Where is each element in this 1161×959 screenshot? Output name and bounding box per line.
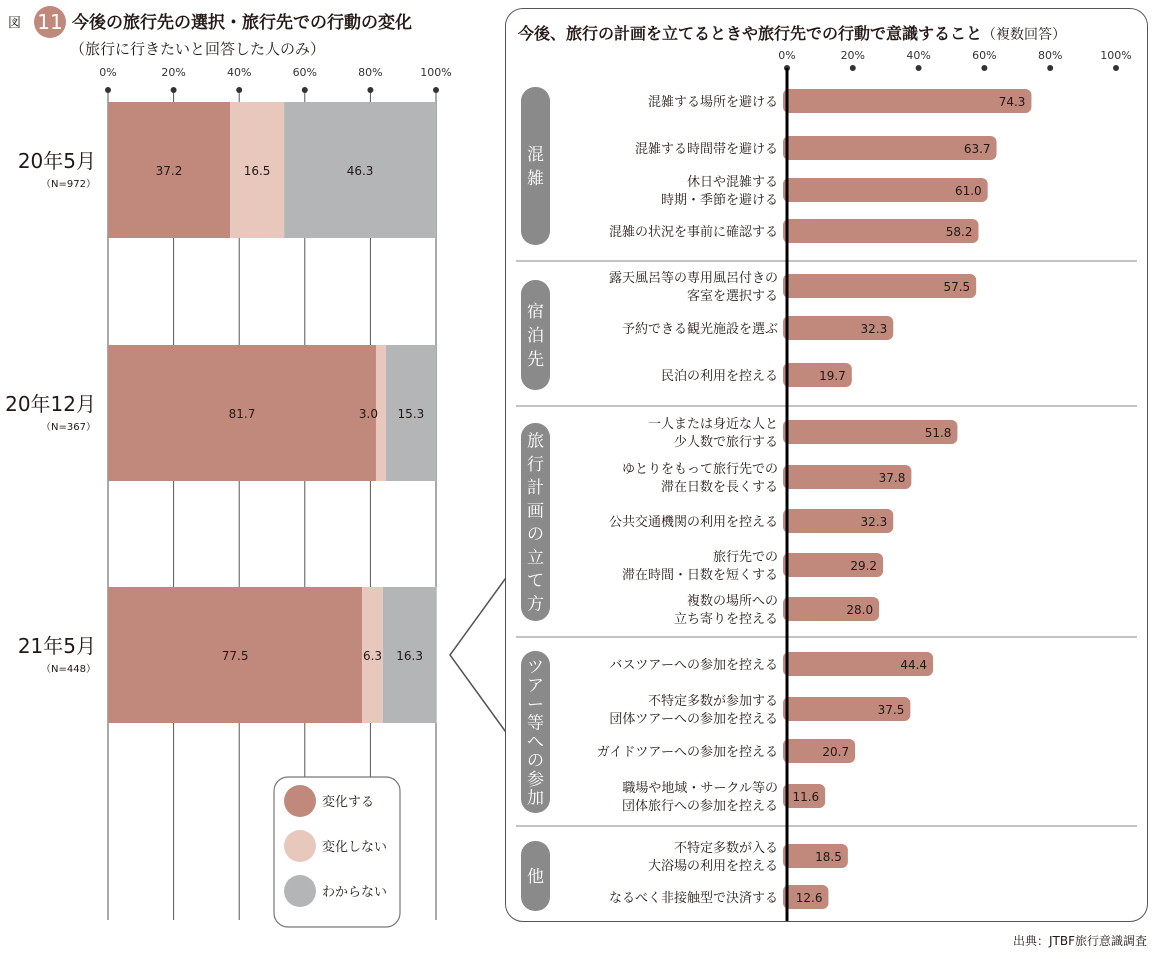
group-label-char: 参 [527,769,544,790]
item-label: 客室を選択する [686,289,778,304]
x-tick-label: 100% [420,66,452,79]
figure-label: 図 [8,16,22,31]
item-label: 予約できる観光施設を選ぶ [621,322,778,337]
item-label: 立ち寄りを控える [673,612,778,627]
data-label: 29.2 [850,559,878,573]
data-label: 16.5 [243,164,271,178]
tick-dot [850,65,856,71]
item-label: 混雑する時間帯を避ける [634,142,778,157]
item-label: ガイドツアーへの参加を控える [596,745,778,760]
category-label: 20年12月 [5,392,96,416]
legend-swatch [284,875,316,907]
tick-dot [433,87,439,93]
tick-dot [236,87,242,93]
item-label: 休日や混雑する [686,175,778,190]
item-label: なるべく非接触型で決済する [608,891,778,906]
data-label: 44.4 [900,658,928,672]
x-tick-label: 20% [161,66,186,79]
data-label: 32.3 [860,515,888,529]
group-label-char: 行 [527,454,544,475]
x-tick-label: 100% [1100,49,1132,62]
item-label: 滞在時間・日数を短くする [621,568,778,583]
x-tick-label: 0% [778,49,796,62]
x-tick-label: 80% [1037,49,1063,62]
x-tick-label: 20% [840,49,866,62]
legend-label: わからない [322,885,388,900]
group-label-char: 泊 [527,326,544,346]
category-n-label: （N=367） [41,422,96,433]
x-tick-label: 0% [99,66,117,79]
item-label: 不特定多数が参加する [647,694,778,709]
legend-swatch [284,830,316,862]
data-label: 57.5 [943,280,971,294]
group-label-char: 雑 [527,169,544,189]
tick-dot [105,87,111,93]
data-label: 37.8 [878,471,906,485]
item-label: 職場や地域・サークル等の [622,781,778,796]
data-label: 11.6 [792,790,820,804]
category-label: 20年5月 [17,149,96,173]
legend-label: 変化する [322,795,375,810]
x-tick-label: 40% [906,49,931,62]
group-label-char: 混 [527,145,544,165]
group-label-char: 方 [527,594,544,615]
data-label: 32.3 [860,322,888,336]
x-tick-label: 40% [226,66,252,79]
behavior-bar-chart [506,9,1147,921]
panel-title-note: （複数回答） [982,27,1067,43]
group-label-char: 旅 [527,431,544,452]
item-label: 時期・季節を避ける [660,193,778,208]
item-label: 混雑の状況を事前に確認する [608,225,778,240]
category-n-label: （N=972） [41,179,96,190]
data-label: 37.2 [155,164,183,178]
tick-dot [1047,65,1053,71]
category-n-label: （N=448） [41,664,96,675]
item-label: バスツアーへの参加を控える [609,658,778,673]
item-label: 大浴場の利用を控える [647,859,778,874]
group-label-char: 画 [527,501,544,522]
group-label-char: ア [527,676,544,697]
group-label-char: の [527,751,544,772]
data-label: 61.0 [954,184,982,198]
tick-dot [1113,65,1119,71]
item-label: 少人数で旅行する [673,435,778,450]
group-label-char: 宿 [527,302,544,322]
data-label: 20.7 [822,745,850,759]
stacked-bar-chart [0,60,480,959]
data-label: 12.6 [795,891,823,905]
item-label: 複数の場所への [686,594,778,609]
data-label: 3.0 [358,407,378,421]
legend-label: 変化しない [322,840,388,855]
tick-dot [302,87,308,93]
data-label: 15.3 [397,407,425,421]
data-label: 77.5 [221,649,249,663]
x-tick-label: 60% [972,49,997,62]
group-pill [521,87,550,245]
data-label: 63.7 [963,142,991,156]
data-label: 46.3 [346,164,374,178]
category-label: 21年5月 [17,634,96,658]
data-label: 18.5 [815,850,842,864]
tick-dot [916,65,922,71]
item-label: 民泊の利用を控える [660,369,778,384]
item-label: 公共交通機関の利用を控える [608,515,778,530]
group-label-char: ツ [527,657,544,678]
group-label-char: 立 [527,547,544,568]
page-title: 今後の旅行先の選択・旅行先での行動の変化 [72,13,412,33]
legend [274,777,400,927]
item-label: 混雑する場所を避ける [647,95,778,110]
data-bar [783,89,1031,113]
data-label: 81.7 [228,407,256,421]
tick-dot [367,87,373,93]
data-label: 28.0 [846,603,874,617]
x-tick-label: 80% [358,66,383,79]
group-pill [521,423,550,621]
item-label: 団体ツアーへの参加を控える [609,712,778,727]
group-label-char: へ [527,732,544,753]
data-label: 6.3 [362,649,383,663]
data-label: 58.2 [945,225,973,239]
group-label-char: の [527,524,544,545]
panel-title [518,21,1066,44]
group-label-char: 他 [527,867,544,887]
group-label-char: 計 [527,478,544,499]
item-label: 不特定多数が入る [673,841,778,856]
source-note: 出典：JTBF旅行意識調査 [1012,934,1147,948]
item-label: 一人または身近な人と [647,417,778,432]
legend-swatch [284,785,316,817]
x-tick-label: 60% [292,66,318,79]
panel-title-text: 今後、旅行の計画を立てるときや旅行先での行動で意識すること [518,24,983,43]
group-label-char: 加 [527,788,544,809]
group-label-char: て [527,571,544,592]
data-label: 16.3 [396,649,423,663]
item-label: 滞在日数を長くする [660,480,778,495]
item-label: ゆとりをもって旅行先での [621,462,778,477]
item-label: 旅行先での [712,550,778,565]
tick-dot [981,65,987,71]
tick-dot [171,87,177,93]
data-label: 74.3 [998,95,1026,109]
page-subtitle: （旅行に行きたいと回答した人のみ） [70,40,326,58]
group-label-char: 等 [527,713,544,734]
item-label: 露天風呂等の専用風呂付きの [608,271,778,286]
figure-number-badge: 11 [34,6,66,38]
item-label: 団体旅行への参加を控える [621,799,778,814]
behavior-chart-panel [505,8,1148,922]
group-label-char: 先 [527,350,544,370]
data-label: 51.8 [924,426,952,440]
data-label: 19.7 [819,369,846,383]
data-label: 37.5 [877,703,905,717]
group-label-char: ー [527,694,544,715]
